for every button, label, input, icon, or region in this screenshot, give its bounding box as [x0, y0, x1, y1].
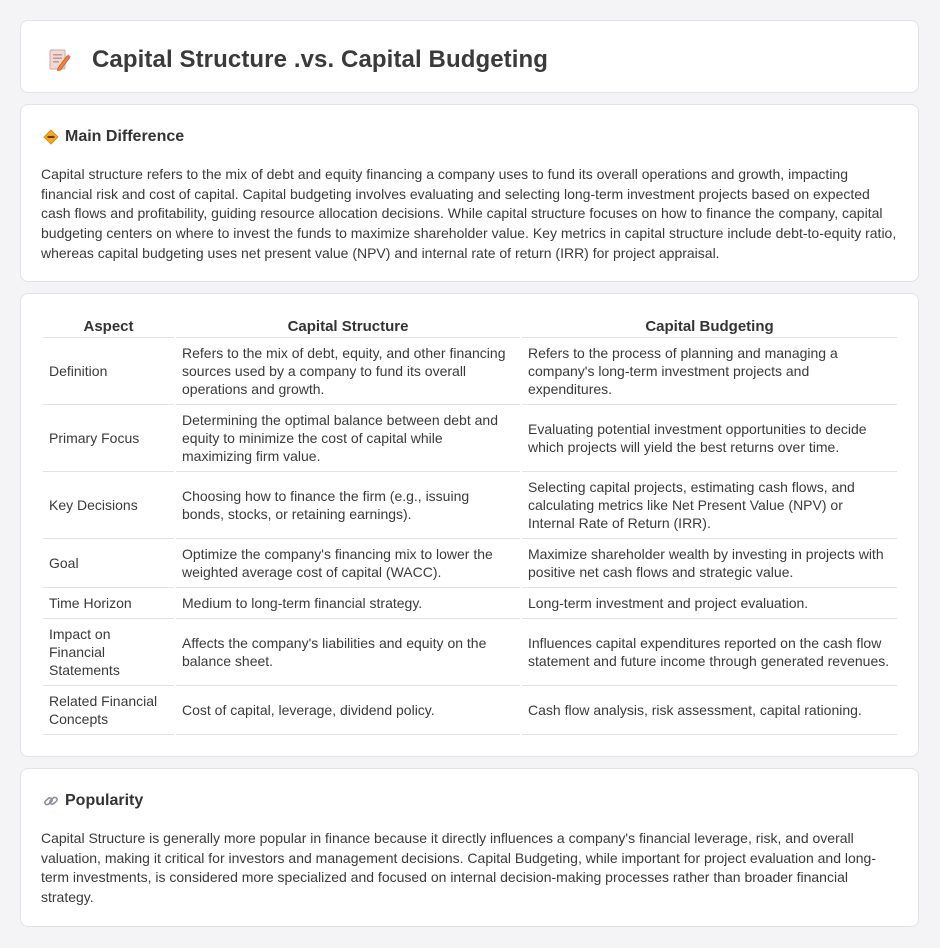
- aspect-cell: Key Decisions: [43, 472, 174, 539]
- capital-budgeting-cell: Evaluating potential investment opportunities to decide which projects will yield the best returns over time.: [522, 405, 897, 472]
- table-row: [43, 405, 897, 472]
- aspect-cell: Time Horizon: [43, 588, 174, 619]
- capital-structure-cell: Optimize the company's financing mix to lower the weighted average cost of capital (WACC).: [176, 539, 520, 588]
- comparison-table: [41, 314, 899, 735]
- popularity-text: Capital Structure is generally more popular in finance because it directly influences a company's financial leverage, risk, and overall valuation, making it critical for investors and management decisions. Capital Budgeting, while important for project evaluation and long-term investments, is considered more specialized and focused on internal decision-making processes rather than broader financial strategy.: [41, 830, 877, 906]
- document-pencil-icon: [47, 48, 71, 72]
- title-row: [47, 46, 548, 74]
- table-row: [43, 472, 897, 539]
- capital-budgeting-cell: Selecting capital projects, estimating cash flows, and calculating metrics like Net Present Value (NPV) or Internal Rate of Return (IRR).: [522, 472, 897, 539]
- capital-structure-cell: Refers to the mix of debt, equity, and other financing sources used by a company to fund its overall operations and growth.: [176, 338, 520, 405]
- table-row: [43, 539, 897, 588]
- popularity-header: [43, 792, 143, 810]
- header-aspect: Aspect: [43, 314, 174, 338]
- table-header-row: [43, 314, 897, 338]
- main-difference-title: Main Difference: [65, 128, 185, 145]
- table-row: [43, 686, 897, 735]
- page-title: Capital Structure .vs. Capital Budgeting: [92, 46, 549, 73]
- capital-budgeting-cell: Cash flow analysis, risk assessment, capital rationing.: [522, 686, 897, 735]
- capital-budgeting-cell: Refers to the process of planning and managing a company's long-term investment projects and expenditures.: [522, 338, 897, 405]
- aspect-cell: Goal: [43, 539, 174, 588]
- capital-budgeting-cell: Maximize shareholder wealth by investing in projects with positive net cash flows and strategic value.: [522, 539, 897, 588]
- main-difference-text: Capital structure refers to the mix of debt and equity financing a company uses to fund its overall operations and growth, impacting financial risk and cost of capital. Capital budgeting involves evaluating and selecting long-term investment projects based on expected cash flows and profitability, guiding resource allocation decisions. While capital structure focuses on how to finance the company, capital budgeting centers on where to invest the funds to maximize shareholder value. Key metrics in capital structure include debt-to-equity ratio, whereas capital budgeting uses net present value (NPV) and internal rate of return (IRR) for project appraisal.: [41, 166, 897, 261]
- table-row: [43, 338, 897, 405]
- table-row: [43, 588, 897, 619]
- title-card: [20, 20, 919, 93]
- popularity-title: Popularity: [65, 792, 144, 809]
- main-difference-header: [43, 128, 184, 146]
- aspect-cell: Definition: [43, 338, 174, 405]
- capital-structure-cell: Determining the optimal balance between debt and equity to minimize the cost of capital while maximizing firm value.: [176, 405, 520, 472]
- capital-structure-cell: Affects the company's liabilities and equity on the balance sheet.: [176, 619, 520, 686]
- comparison-card: [20, 293, 919, 757]
- capital-budgeting-cell: Influences capital expenditures reported on the cash flow statement and future income through generated revenues.: [522, 619, 897, 686]
- aspect-cell: Related Financial Concepts: [43, 686, 174, 735]
- capital-budgeting-cell: Long-term investment and project evaluation.: [522, 588, 897, 619]
- header-capital-structure: Capital Structure: [176, 314, 520, 338]
- popularity-card: [20, 768, 919, 927]
- aspect-cell: Impact on Financial Statements: [43, 619, 174, 686]
- header-capital-budgeting: Capital Budgeting: [522, 314, 897, 338]
- table-row: [43, 619, 897, 686]
- capital-structure-cell: Cost of capital, leverage, dividend policy.: [176, 686, 520, 735]
- link-icon: [43, 793, 59, 809]
- diamond-sign-icon: [43, 129, 59, 145]
- capital-structure-cell: Medium to long-term financial strategy.: [176, 588, 520, 619]
- capital-structure-cell: Choosing how to finance the firm (e.g., issuing bonds, stocks, or retaining earnings).: [176, 472, 520, 539]
- aspect-cell: Primary Focus: [43, 405, 174, 472]
- main-difference-card: [20, 104, 919, 282]
